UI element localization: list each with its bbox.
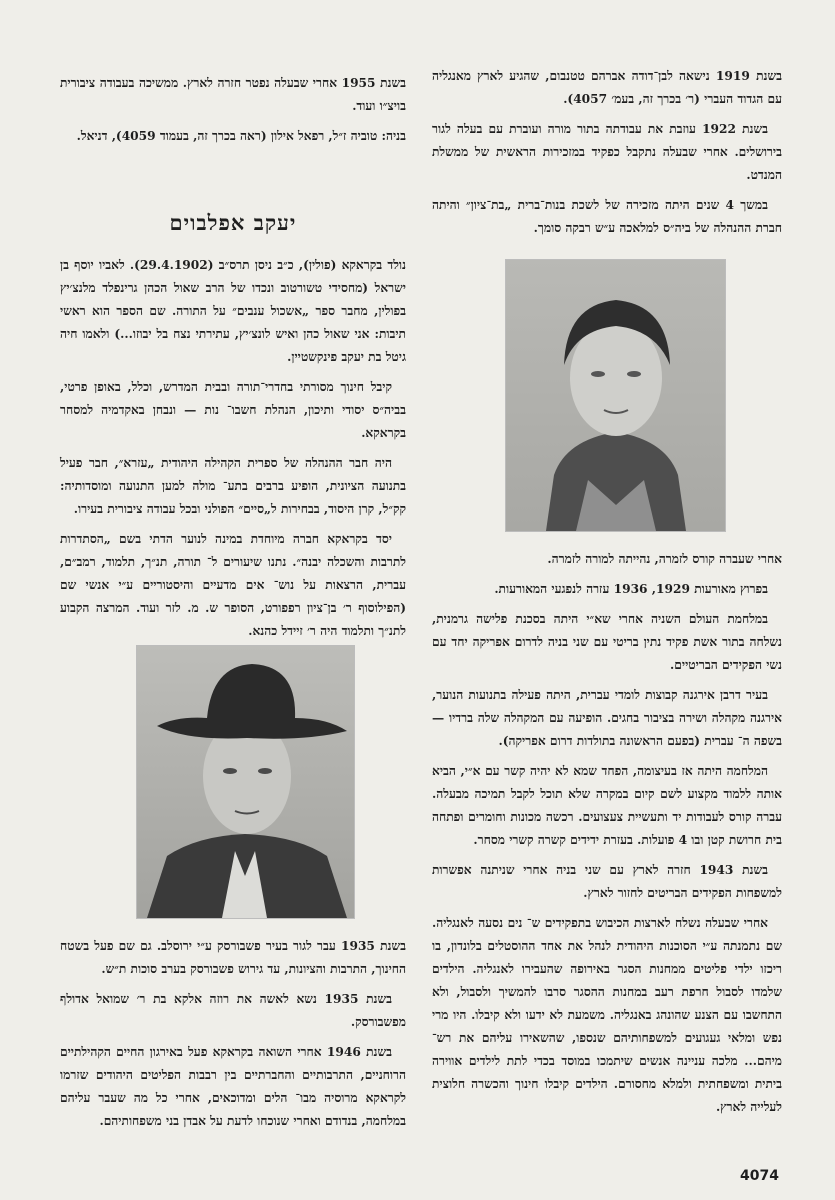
portrait-man-image xyxy=(137,646,354,918)
right-column-lower xyxy=(432,548,782,1126)
portrait-woman-image xyxy=(506,260,725,531)
paragraph: במשך 4 שנים היתה מזכירה של לשכת בנות־ברית „בת־ציון״ והיתה חברת ההנהלה של ביה״ס למלאכה ע״ש רבקה סומך. xyxy=(432,198,782,235)
paragraph: בשנת 1922 עוזבת את עבודתה בתור מורה ועוברת עם בעלה לגור בירושלים. אחרי שבעלה נתקבל כפקיד במזכירות הראשית של ממשלת המנדט. xyxy=(432,122,782,182)
paragraph: בשנת 1955 אחרי שבעלה נפטר חזרה לארץ. ממשיכה בעבודה ציבורית בויצ״ו ועוד. xyxy=(60,76,406,113)
paragraph: המלחמה היתה אז בעיצומה, הפחד שמא לא יהיה קשר עם א״י, הביא אותה ללמוד מקצוע לשם קיום במקרה שלא תוכל לקבל תמיכה מבעלה. עברה קורס לעבודות יד ותעשיית צעצועים. רכשה מכונות וחומרים ופתחה בית חרושת קטן ובו 4 פועלות. בעזרת ידידים קשרה קשרי מסחר. xyxy=(432,764,782,847)
page-number: 4074 xyxy=(740,1168,779,1184)
paragraph: היה חבר ההנהלה של ספרית הקהילה היהודית „עזרא״, חבר פעיל בתנועה הציונית, הופיע ברבים בתע־ מולה למען התנועה ומוסדותיה: קק״ל, קרן היסוד, בבחירות ל„סיים״ הפולני ובכל עבודה ציבורית בעירו. xyxy=(60,456,406,516)
paragraph: נולד בקראקא (פולין), כ״ב ניסן תרס״ב (29.4.1902). לאביו יוסף בן ישראל (מחסידי טשורטוב ונכדו של הרב שאול הכהן גרינפלד מלנצ׳יץ בפולין, מחבר ספר „אשכול ענבים״ על התורה. שם הספר הוא ראשי תיבות: אני שאול כהן ואיש לונצ׳יץ, עתירתי נצח בל יבוזו...) ולאמו חיה גיטל בת יעקב פינקשטיין. xyxy=(60,258,406,364)
paragraph: אחרי שעברה קורס לזמרה, נהייתה למורה לזמרה. xyxy=(547,552,782,566)
portrait-photo-man xyxy=(136,645,355,919)
left-column xyxy=(60,72,406,650)
biography-heading: יעקב אפלבוים xyxy=(169,210,297,235)
paragraph: במלחמת העולם השניה אחרי שא״י היתה בסכנת פלישה גרמנית, נשלחה בתור אשת פקיד נתין בריטי עם שני בניה לדרום אפריקה יחד עם נשי הפקידים הבריטיים. xyxy=(432,612,782,672)
paragraph: בשנת 1919 נישאה לבן־דודה אברהם טטנבום, שהגיע לארץ מאנגליה עם הגדוד העברי (ר׳ בכרך זה, בעמ׳ 4057). xyxy=(432,69,782,106)
paragraph: בפרוץ מאורעות 1929, 1936 עזרה לנפגעי המאורעות. xyxy=(494,582,768,596)
portrait-photo-woman xyxy=(505,259,726,532)
paragraph: בשנת 1946 אחרי השואה בקראקא פעל באירגון החיים הקהילתיים הרוחניים, התרבותיים והחברתיים בין רבבות הפליטים היהודים שזרמו לקראקא מרוסיה מבו־ הלים ומדוכאים, אחרי כל מה שעבר עליהם במלחמה, בנדודם ואחרי שנוכחו לדעת על אבדן בני משפחותיהם. xyxy=(60,1045,406,1128)
paragraph: בשנת 1943 חזרה לארץ עם שני בניה אחרי שניתנה אפשרות למשפחות הפקידים הבריטים לחזור לארץ. xyxy=(432,863,782,900)
paragraph: בעיר דרבן אירגנה קבוצות לומדי עברית, היתה פעילה בתנועות הנוער, אירגנה מקהלה ושירה בציבור בחגים. הופיעה עם המקהלה שלה ברדיו — בשפה ה־ עברית (בפעם הראשונה בתולדות דרום אפריקה). xyxy=(432,688,782,748)
paragraph: בשנת 1935 עבר לגור בעיר פשבורסק ע״י ירוסלב. גם שם פעל בשטח החינוך, התרבות והציונות, עד גירוש פשבורסק בערב סוכות ת״ש. xyxy=(60,939,406,976)
right-column xyxy=(432,65,782,247)
left-column-lower xyxy=(60,935,406,1140)
paragraph: בניה: טוביה ז״ל, רפאל אילון (ראה בכרך זה, בעמוד 4059), דניאל. xyxy=(76,129,406,143)
paragraph: בשנת 1935 נשא לאשה את רוזה אלקא בת ר׳ שמואל אדולף מפשבורסק. xyxy=(60,992,406,1029)
paragraph: אחרי שבעלה נשלח לארצות הכיבוש בתפקידים ש־ נים נסעה לאנגליה. שם נתמנתה ע״י הסוכנות היהודית לנהל את אחד ההוסטלים בלונדון, בו ריכזו ילדי פליטים ממחנות הסגר באירופה שהעבירו לאנגליה. הילדים שלמדו לסבול חרפת רעב במחנות ההסגר סרבו להמשיך ולסבול, ולא התחשבו עם הצנע שהונהג באנגליה. משמעת לא ידעו ולא קיבלו. היו מרי נפש ומלאי געגועים למשפחותיהם שנספו, שהשאירו עליהם את רש־ מיהם... מלכה עניינה אנשים שיתמכו במוסד בכדי לתת לילדים אווירה ביתית ומשפחתית ולמלא מחסורם. הילדים קיבלו חינוך והכשרה חלוצית לעלייה לארץ. xyxy=(432,916,782,1114)
paragraph: יסד בקראקא חברה מיוחדת במינה לנוער הדתי בשם „הסתדרות לתרבות והשכלה יבנה״. נתנו שיעורים ל־ תורה, תנ״ך, תלמוד, רמב״ם, עברית, הרצאות על נוש־ אים מדעיים והיסטוריים ע״י אנשי שם (הפילוסוף ר׳ בן־ציון רפפורט, הסופר ש. מ. לזר ועוד. המרצה הקבוע לתנ״ך ותלמוד היה ר׳ זיידל כהנא. xyxy=(60,532,406,638)
paragraph: קיבל חינוך מסורתי בחדרי־תורה ובבית המדרש, וכלל, באופן פרטי, בביה״ס יסודי ותיכון, הנהלת חשבו־ נות — ונבחן באקדמיה למסחר בקראקא. xyxy=(60,380,406,440)
